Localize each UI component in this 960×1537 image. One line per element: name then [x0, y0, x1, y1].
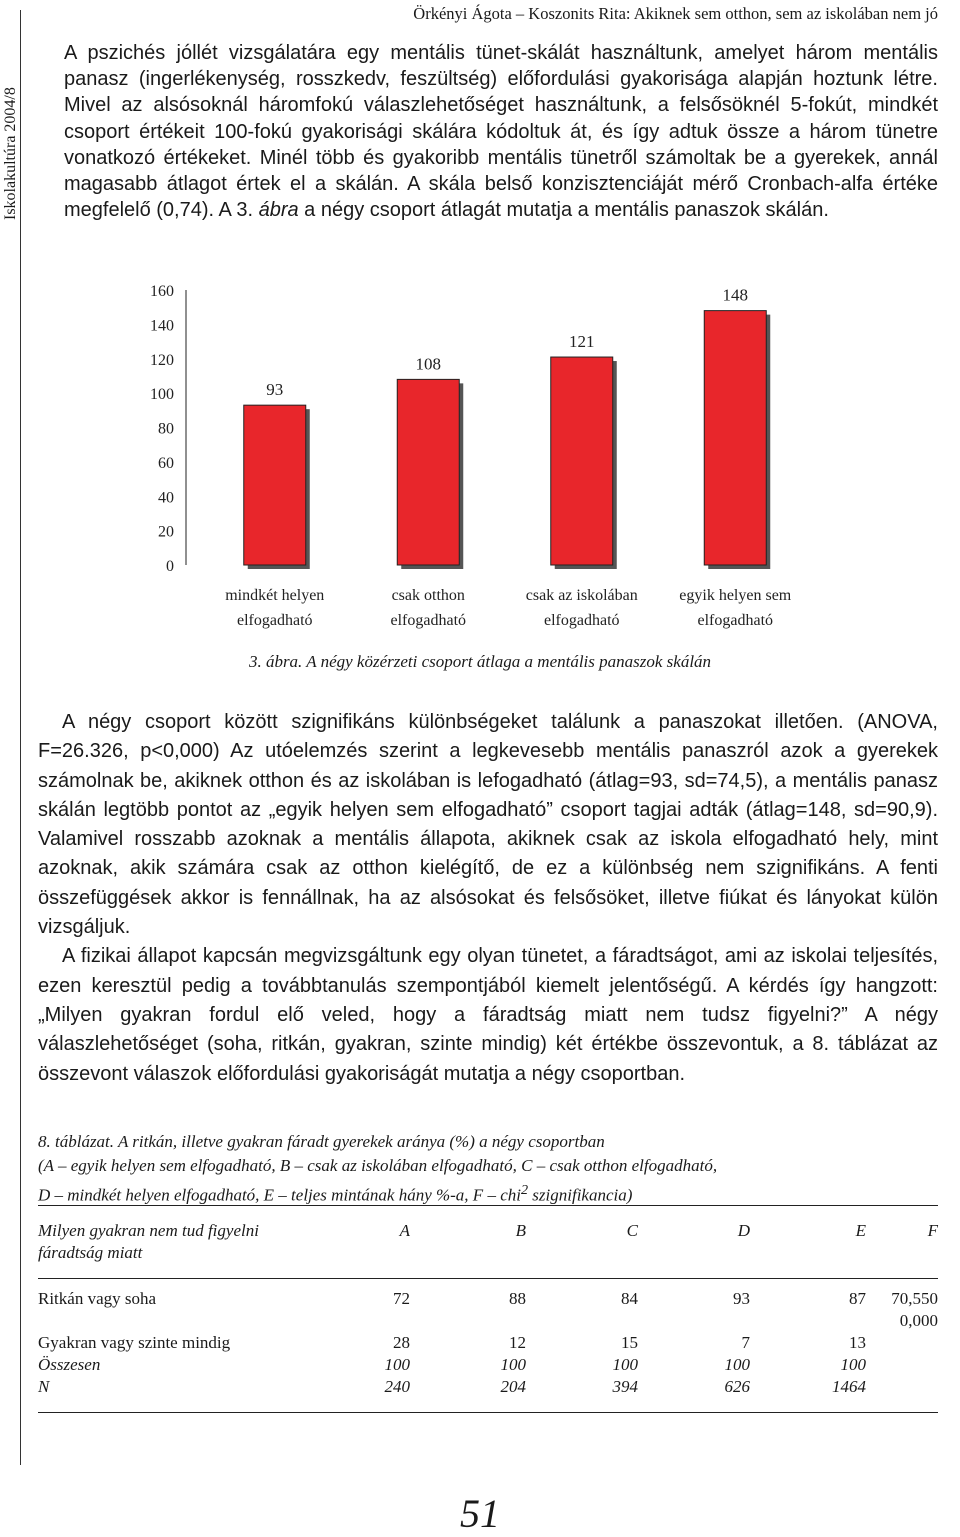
table-cell: [410, 1310, 526, 1332]
bar: [551, 357, 613, 565]
x-tick-label: egyik helyen sem: [679, 587, 792, 604]
table-cell: [638, 1310, 750, 1332]
table-header-label-1: Milyen gyakran nem tud figyelni: [38, 1221, 259, 1240]
table-col-d: D: [737, 1221, 750, 1240]
table-col-f: F: [927, 1221, 938, 1240]
y-tick-label: 20: [158, 523, 174, 541]
table-caption-line-2: (A – egyik helyen sem elfogadható, B – csak az iskolában elfogadható, C – csak otthon elfogadható,: [38, 1156, 718, 1175]
intro-tail-b: a négy csoport átlagát mutatja a mentális panaszok skálán.: [304, 199, 829, 222]
table-cell: 84: [621, 1289, 638, 1308]
data-table-body: [38, 1288, 938, 1398]
row-label: [38, 1310, 286, 1332]
y-tick-label: 100: [150, 386, 174, 404]
table-cell: [526, 1310, 638, 1332]
table-cell: 12: [509, 1333, 526, 1352]
journal-side-label: Iskolakultúra 2004/8: [2, 87, 19, 220]
data-table: [38, 1220, 938, 1264]
table-col-a: A: [399, 1221, 410, 1240]
table-col-c: C: [626, 1221, 638, 1240]
table-col-b: B: [515, 1221, 526, 1240]
data-label: 121: [569, 332, 595, 352]
table-cell: 93: [733, 1289, 750, 1308]
table-cell: 100: [724, 1355, 750, 1374]
bar: [397, 379, 459, 565]
table-row: [38, 1288, 938, 1310]
intro-tail-a: A 3.: [218, 199, 254, 222]
bar-chart: [0, 0, 960, 660]
table-row: [38, 1310, 938, 1332]
table-cell: 13: [849, 1333, 866, 1352]
page-number: 51: [460, 1491, 500, 1536]
row-label: Ritkán vagy soha: [38, 1289, 157, 1308]
table-cell: 7: [741, 1333, 750, 1352]
table-header-rule: [38, 1278, 938, 1279]
y-tick-label: 80: [158, 420, 174, 438]
x-tick-label: elfogadható: [236, 612, 313, 629]
table-cell: 204: [500, 1377, 526, 1396]
table-cell: 100: [840, 1355, 866, 1374]
data-label: 108: [415, 354, 441, 374]
bar: [244, 405, 306, 565]
y-tick-label: 160: [150, 283, 174, 300]
row-label: N: [38, 1377, 50, 1396]
data-label: 148: [722, 285, 748, 305]
table-cell: 87: [849, 1289, 866, 1308]
y-tick-label: 60: [158, 454, 174, 472]
table-caption: [38, 1130, 938, 1208]
table-cell: 15: [621, 1333, 638, 1352]
table-cell: 100: [384, 1355, 410, 1374]
table-header-label: [38, 1220, 286, 1264]
body-paragraph-1: A négy csoport között szignifikáns különbségeket találunk a panaszokat illetően. (ANOVA, F=26.326, p<0,000) Az utóelemzés szerint a legkevesebb mentális panaszról azok a gyerekek számolnak be, akiknek otthon és az iskolában is lefogadható (átlag=93, sd=74,5), a mentális panasz skálán legtöbb pontot az „egyik helyen sem elfogadható” csoport tagjai adták (átlag=148, sd=90,9). Valamivel rosszabb azoknak a mentális állapota, akiknek csak az iskola elfogadható hely, mint azoknak, akik számára csak az otthon kielégítő, de ez a különbség nem szignifikáns. A fenti összefüggések akkor is fennállnak, ha az alsósokat és felsősöket, illetve fiúkat és lányokat külön vizsgáljuk.: [38, 711, 938, 939]
table-caption-line-3a: D – mindkét helyen elfogadható, E – teljes mintának hány %-a, F – chi: [38, 1185, 521, 1205]
x-tick-label: csak az iskolában: [525, 587, 638, 604]
table-top-rule: [38, 1205, 938, 1206]
table-cell: 88: [509, 1289, 526, 1308]
x-tick-label: elfogadható: [543, 612, 620, 629]
running-header: Örkényi Ágota – Koszonits Rita: Akiknek sem otthon, sem az iskolában nem jó: [413, 4, 938, 23]
table-cell: [866, 1376, 938, 1398]
y-tick-label: 0: [166, 558, 174, 575]
y-tick-label: 140: [150, 317, 174, 335]
table-cell: 28: [393, 1333, 410, 1352]
table-row: [38, 1376, 938, 1398]
x-tick-label: elfogadható: [390, 612, 467, 629]
table-cell: 100: [500, 1355, 526, 1374]
table-cell: 626: [724, 1377, 750, 1396]
table-col-e: E: [855, 1221, 866, 1240]
table-cell: 0,000: [899, 1311, 938, 1330]
table-cell: 70,550: [891, 1289, 938, 1308]
table-cell: [286, 1310, 410, 1332]
y-tick-label: 40: [158, 489, 174, 507]
table-header-label-2: fáradtság miatt: [38, 1243, 143, 1262]
data-label: 93: [266, 380, 284, 400]
intro-tail-italic: ábra: [258, 199, 299, 222]
y-tick-label: 120: [150, 351, 174, 369]
figure-caption: 3. ábra. A négy közérzeti csoport átlaga a mentális panaszok skálán: [248, 652, 712, 671]
row-label: Gyakran vagy szinte mindig: [38, 1333, 231, 1352]
table-cell: [866, 1354, 938, 1376]
body-text: [38, 708, 938, 1089]
table-cell: [866, 1332, 938, 1354]
x-tick-label: mindkét helyen: [225, 587, 325, 604]
x-tick-label: csak otthon: [391, 587, 465, 604]
table-row: [38, 1354, 938, 1376]
table-caption-line-3b: szignifikancia): [528, 1185, 633, 1205]
table-caption-line-1: 8. táblázat. A ritkán, illetve gyakran fáradt gyerekek aránya (%) a négy csoportban: [38, 1132, 605, 1151]
table-cell: 100: [612, 1355, 638, 1374]
table-caption-line-3: [38, 1178, 938, 1208]
bar: [704, 311, 766, 565]
table-cell: 72: [393, 1289, 410, 1308]
table-row: [38, 1332, 938, 1354]
intro-text: A pszichés jóllét vizsgálatára egy mentális tünet-skálát használtunk, amelyet három mentális panasz (ingerlékenység, rosszkedv, feszültség) előfordulási gyakorisága alapján hoztunk létre. Mivel az alsósoknál háromfokú válaszlehetőséget használtunk, a felsősöknél 5-fokút, mindkét csoport értékeit 100-fokú gyakorisági skálára kódoltuk át, és így adtuk össze a három tünetre vonatkozó értékeket. Minél több és gyakoribb mentális tünetről számoltak be a gyerekek, annál magasabb átlagot értek el a skálán. A skála belső konzisztenciáját mérő Cronbach-alfa értéke megfelelő (0,74).: [64, 42, 938, 222]
table-cell: [750, 1310, 866, 1332]
table-bottom-rule: [38, 1412, 938, 1413]
table-caption-sup: 2: [520, 1182, 529, 1198]
x-tick-label: elfogadható: [697, 612, 774, 629]
table-cell: 1464: [832, 1377, 866, 1396]
row-label: Összesen: [38, 1355, 101, 1374]
table-cell: 240: [384, 1377, 410, 1396]
table-cell: 394: [612, 1377, 638, 1396]
table-header-row: [38, 1220, 938, 1264]
body-paragraph-2: A fizikai állapot kapcsán megvizsgáltunk egy olyan tünetet, a fáradtságot, ami az iskolai teljesítés, ezen keresztül pedig a továbbtanulás szempontjából kiemelt jelentőségű. A kérdés így hangzott: „Milyen gyakran fordul elő veled, hogy a fáradtság miatt nem tudsz figyelni?” A négy válaszlehetőséget (soha, ritkán, gyakran, szinte mindig) két értékbe összevontuk, a 8. táblázat az összevont válaszok előfordulási gyakoriságát mutatja a négy csoportban.: [38, 945, 938, 1085]
